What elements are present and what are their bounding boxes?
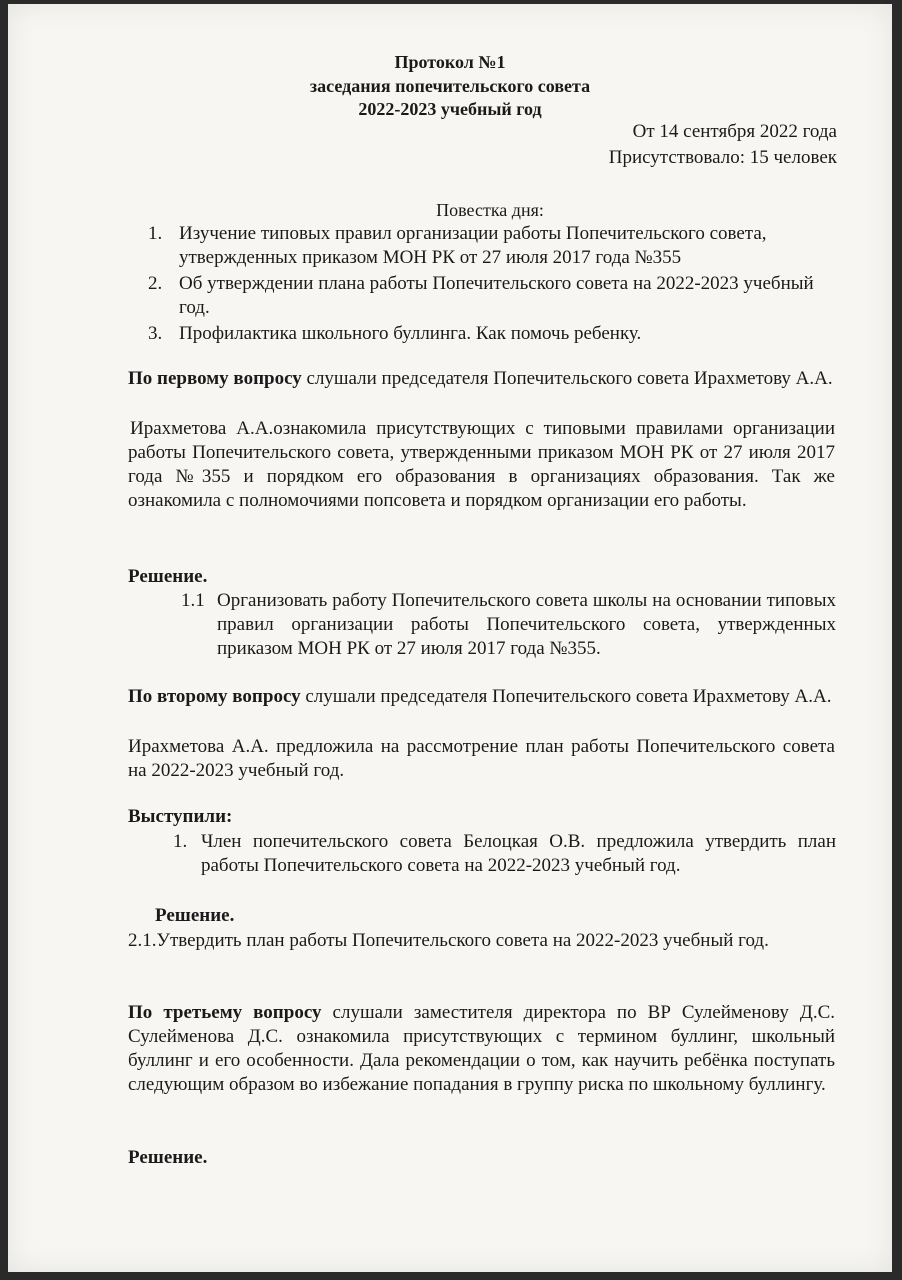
question-2-intro (128, 685, 835, 709)
question-2-lead: По второму вопросу (128, 686, 301, 707)
academic-year: 2022-2023 учебный год (358, 99, 542, 119)
speaker-number: 1. (173, 831, 188, 852)
agenda-item-number: 3. (148, 323, 163, 344)
question-2-text: слушали председателя Попечительского совета Ирахметову А.А. (300, 686, 832, 707)
decision-1-number: 1.1 (181, 590, 205, 611)
attendance-count: Присутствовало: 15 человек (608, 147, 837, 168)
question-1-text: слушали председателя Попечительского совета Ирахметову А.А. (301, 368, 833, 389)
question-3-lead: По третьему вопросу (128, 1002, 322, 1023)
decision-2-heading: Решение. (155, 905, 235, 926)
agenda-item-text: Об утверждении плана работы Попечительского совета на 2022-2023 учебный год. (179, 273, 814, 318)
speakers-heading: Выступили: (128, 806, 233, 827)
decision-1-heading: Решение. (128, 566, 208, 587)
question-3-intro (128, 1001, 835, 1097)
meeting-date: От 14 сентября 2022 года (632, 121, 837, 142)
agenda-item (148, 272, 828, 320)
agenda-heading: Повестка дня: (436, 200, 544, 220)
agenda-item-text: Изучение типовых правил организации работы Попечительского совета, утвержденных приказом МОН РК от 27 июля 2017 года №355 (179, 223, 767, 268)
agenda-item-text: Профилактика школьного буллинга. Как помочь ребенку. (179, 323, 642, 344)
agenda-list (148, 222, 828, 348)
agenda-item-number: 2. (148, 273, 163, 294)
decision-1-item (181, 589, 836, 661)
question-2-detail: Ирахметова А.А. предложила на рассмотрение план работы Попечительского совета на 2022-2023 учебный год. (128, 736, 835, 781)
question-1-intro (128, 367, 835, 391)
document-title: Протокол №1 (394, 52, 506, 72)
document-page (8, 4, 892, 1272)
question-1-detail: Ирахметова А.А.ознакомила присутствующих с типовыми правилами организации работы Попечительского совета, утвержденными приказом МОН РК от 27 июля 2017 года №355 и порядком его образования в организациях образования. Так же ознакомила с полномочиями попсовета и порядком организации его работы. (128, 418, 835, 511)
agenda-item (148, 222, 828, 270)
document-subtitle: заседания попечительского совета (309, 76, 591, 96)
agenda-item (148, 322, 828, 346)
decision-1-text: Организовать работу Попечительского совета школы на основании типовых правил организации работы Попечительского совета, утвержденных приказом МОН РК от 27 июля 2017 года №355. (217, 590, 836, 659)
speaker-text: Член попечительского совета Белоцкая О.В. предложила утвердить план работы Попечительского совета на 2022-2023 учебный год. (201, 831, 836, 876)
question-1-lead: По первому вопросу (128, 368, 302, 389)
agenda-item-number: 1. (148, 223, 163, 244)
speaker-item (173, 830, 836, 878)
decision-2-text: 2.1.Утвердить план работы Попечительского совета на 2022-2023 учебный год. (128, 930, 769, 951)
decision-3-heading: Решение. (128, 1147, 208, 1168)
question-3-text: слушали заместителя директора по ВР Сулейменову Д.С. Сулейменова Д.С. ознакомила присутствующих с термином буллинг, школьный буллинг и его особенности. Дала рекомендации о том, как научить ребёнка поступать следующим образом во избежание попадания в группу риска по школьному буллингу. (128, 1002, 835, 1095)
